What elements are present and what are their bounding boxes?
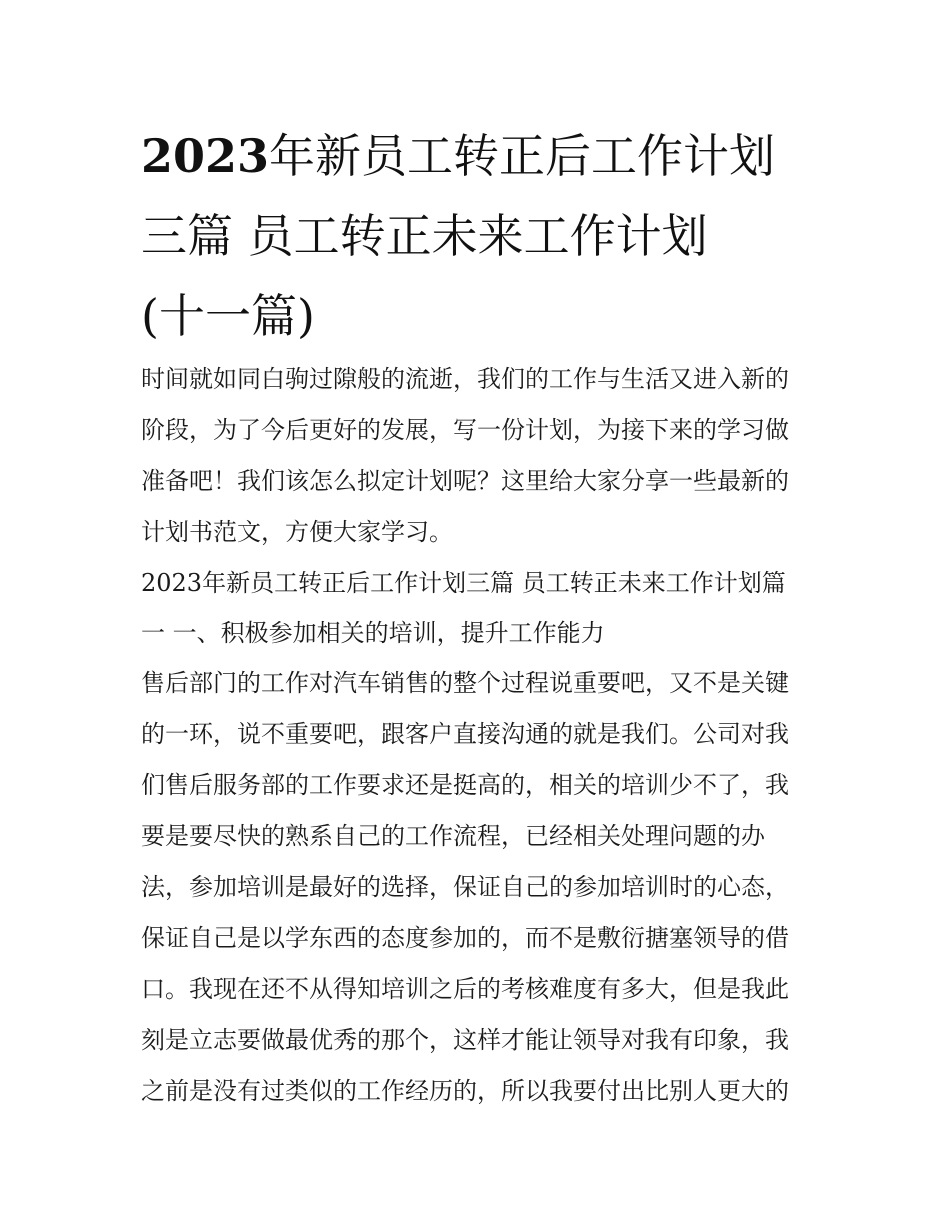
body-line: 要是要尽快的熟系自己的工作流程，已经相关处理问题的办 <box>141 822 765 850</box>
body-line: 保证自己是以学东西的态度参加的，而不是敷衍搪塞领导的借 <box>141 924 789 952</box>
body-line: 们售后服务部的工作要求还是挺高的，相关的培训少不了，我 <box>141 771 789 799</box>
body-line: 计划书范文，方便大家学习。 <box>141 518 453 546</box>
document-title <box>141 116 821 356</box>
body-line: 阶段，为了今后更好的发展，写一份计划，为接下来的学习做 <box>141 416 789 444</box>
title-line-1 <box>141 116 821 196</box>
body-line: 一 一、积极参加相关的培训，提升工作能力 <box>141 619 605 647</box>
title-line-3: (十一篇) <box>141 289 315 343</box>
title-line-1-text: 年新员工转正后工作计划 <box>269 129 776 183</box>
body-line: 口。我现在还不从得知培训之后的考核难度有多大，但是我此 <box>141 975 789 1003</box>
body-line: 准备吧！我们该怎么拟定计划呢？这里给大家分享一些最新的 <box>141 467 789 495</box>
title-line-2: 三篇 员工转正未来工作计划 <box>141 209 708 263</box>
body-line: 时间就如同白驹过隙般的流逝，我们的工作与生活又进入新的 <box>141 365 789 393</box>
title-year: 2023 <box>141 129 270 183</box>
body-line: 的一环，说不重要吧，跟客户直接沟通的就是我们。公司对我 <box>141 720 789 748</box>
body-line: 售后部门的工作对汽车销售的整个过程说重要吧，又不是关键 <box>141 669 789 697</box>
body-line: 2023年新员工转正后工作计划三篇 员工转正未来工作计划篇 <box>141 569 786 597</box>
body-line: 刻是立志要做最优秀的那个，这样才能让领导对我有印象，我 <box>141 1026 789 1054</box>
body-line: 之前是没有过类似的工作经历的，所以我要付出比别人更大的 <box>141 1077 789 1105</box>
body-line: 法，参加培训是最好的选择，保证自己的参加培训时的心态， <box>141 873 789 901</box>
document-body <box>141 354 821 1117</box>
